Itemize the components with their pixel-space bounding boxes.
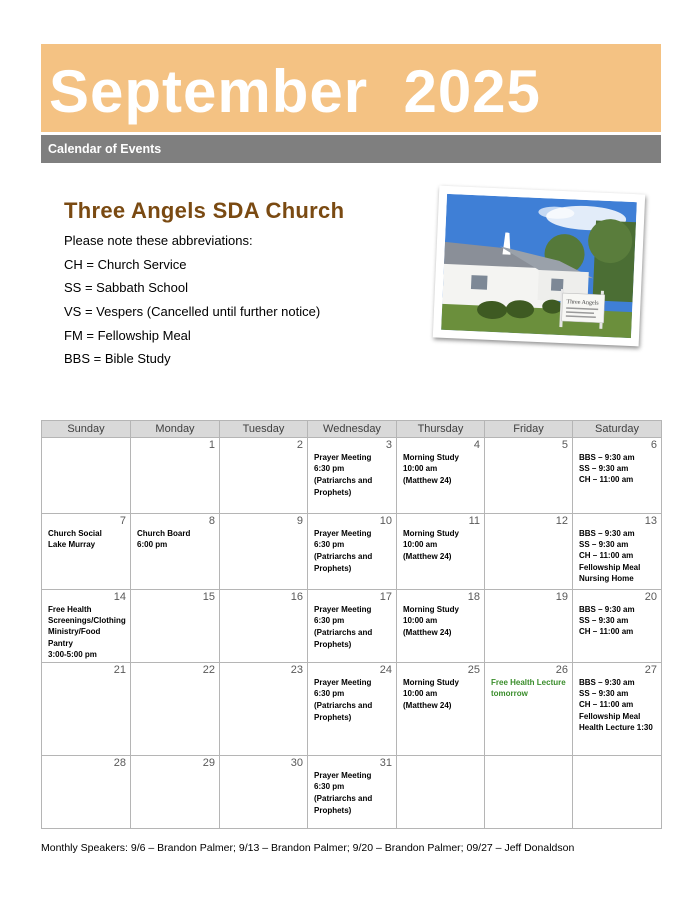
weekday-saturday: Saturday [573, 421, 662, 438]
calendar-day-cell [220, 514, 308, 590]
calendar-day-cell [220, 756, 308, 829]
calendar-day-cell [131, 663, 220, 756]
event-line: 6:30 pm [314, 616, 345, 626]
day-events [314, 452, 393, 498]
calendar-day-cell [220, 663, 308, 756]
month-banner [41, 44, 661, 132]
calendar-day-cell [308, 590, 397, 663]
event-line: 3:00-5:00 pm [48, 649, 97, 659]
event-line: Free Health Lecture [491, 678, 566, 687]
event-line: Morning Study [403, 605, 459, 614]
church-name: Three Angels SDA Church [64, 198, 345, 223]
calendar-day-cell [573, 514, 662, 590]
weekday-friday: Friday [485, 421, 573, 438]
event-line: Morning Study [403, 453, 459, 462]
day-events [314, 604, 393, 650]
event-line: Lake Murray [48, 540, 96, 550]
calendar-day-cell [397, 663, 485, 756]
event-line: BBS – 9:30 am [579, 678, 635, 687]
calendar-day-cell [308, 663, 397, 756]
church-sign-text: Three Angels [566, 299, 599, 307]
event-line: SS – 9:30 am [579, 464, 629, 474]
event-line: BBS – 9:30 am [579, 529, 635, 538]
day-events [314, 677, 393, 723]
day-events [403, 604, 481, 639]
calendar-day-cell [131, 756, 220, 829]
weekday-header-row [42, 421, 662, 438]
day-number: 3 [385, 439, 392, 451]
event-line: (Patriarchs and Prophets) [314, 794, 373, 815]
event-line: 6:30 pm [314, 689, 345, 699]
event-line: Free Health Screenings/Clothing Ministry/Food Pantry [48, 605, 126, 648]
calendar-day-cell [573, 438, 662, 514]
day-number: 27 [644, 664, 657, 676]
monthly-speakers: Monthly Speakers: 9/6 – Brandon Palmer; 9/13 – Brandon Palmer; 9/20 – Brandon Palmer; 09/27 – Jeff Donaldson [41, 842, 575, 854]
church-photo [433, 186, 645, 347]
calendar-day-cell [397, 756, 485, 829]
day-number: 11 [468, 515, 480, 527]
calendar-day-cell [42, 663, 131, 756]
day-number: 29 [202, 757, 215, 769]
day-events [403, 677, 481, 712]
day-events [314, 770, 393, 816]
subtitle: Calendar of Events [48, 142, 162, 156]
day-events [137, 528, 216, 550]
event-line: SS – 9:30 am [579, 540, 629, 550]
calendar-day-cell [485, 756, 573, 829]
day-number: 17 [379, 591, 392, 603]
event-line: tomorrow [491, 689, 528, 699]
day-events [579, 528, 658, 584]
calendar-day-cell [131, 514, 220, 590]
abbreviation-fm: FM = Fellowship Meal [64, 328, 191, 343]
day-number: 14 [113, 591, 126, 603]
calendar-day-cell [573, 663, 662, 756]
day-number: 1 [208, 439, 215, 451]
day-number: 31 [379, 757, 392, 769]
event-line: (Matthew 24) [403, 628, 452, 638]
day-number: 7 [119, 515, 126, 527]
calendar-day-cell [131, 590, 220, 663]
day-events [48, 604, 127, 660]
event-line: (Patriarchs and Prophets) [314, 552, 373, 573]
calendar-day-cell [42, 438, 131, 514]
abbreviation-ss: SS = Sabbath School [64, 280, 188, 295]
event-line: (Patriarchs and Prophets) [314, 628, 373, 649]
event-line: Prayer Meeting [314, 529, 372, 538]
calendar-day-cell [397, 514, 485, 590]
day-number: 12 [555, 515, 568, 527]
abbreviation-bbs: BBS = Bible Study [64, 351, 171, 366]
calendar-week-row [42, 590, 662, 663]
calendar-day-cell [131, 438, 220, 514]
event-line: Prayer Meeting [314, 678, 372, 687]
day-events [403, 528, 481, 563]
weekday-wednesday: Wednesday [308, 421, 397, 438]
day-number: 16 [290, 591, 303, 603]
day-number: 10 [379, 515, 392, 527]
calendar-day-cell [220, 590, 308, 663]
event-line: SS – 9:30 am [579, 689, 629, 699]
event-line: Church Social [48, 529, 102, 538]
event-line: BBS – 9:30 am [579, 605, 635, 614]
calendar-day-cell [42, 590, 131, 663]
event-line: 10:00 am [403, 616, 438, 626]
event-line: 6:30 pm [314, 540, 345, 550]
day-number: 19 [555, 591, 568, 603]
event-line: (Matthew 24) [403, 476, 452, 486]
day-number: 13 [644, 515, 657, 527]
calendar-day-cell [485, 590, 573, 663]
day-number: 18 [467, 591, 480, 603]
weekday-monday: Monday [131, 421, 220, 438]
event-line: Morning Study [403, 529, 459, 538]
day-number: 2 [296, 439, 303, 451]
weekday-sunday: Sunday [42, 421, 131, 438]
calendar-day-cell [42, 514, 131, 590]
event-line: 10:00 am [403, 689, 438, 699]
day-number: 15 [202, 591, 215, 603]
event-line: (Matthew 24) [403, 701, 452, 711]
event-line: Health Lecture 1:30 [579, 722, 653, 732]
event-line: CH – 11:00 am [579, 475, 634, 485]
event-line: Fellowship Meal [579, 711, 641, 721]
day-events [579, 604, 658, 638]
event-line: 10:00 am [403, 464, 438, 474]
event-line: SS – 9:30 am [579, 616, 629, 626]
day-number: 4 [473, 439, 480, 451]
day-number: 28 [113, 757, 126, 769]
calendar-day-cell [220, 438, 308, 514]
day-number: 20 [644, 591, 657, 603]
calendar-day-cell [573, 590, 662, 663]
event-line: Fellowship Meal [579, 562, 641, 572]
abbreviation-vs: VS = Vespers (Cancelled until further notice) [64, 304, 321, 319]
event-line: Nursing Home [579, 573, 634, 583]
event-line: 10:00 am [403, 540, 438, 550]
calendar-day-cell [485, 438, 573, 514]
event-line: (Matthew 24) [403, 552, 452, 562]
event-line: (Patriarchs and Prophets) [314, 701, 373, 722]
day-events [48, 528, 127, 550]
day-number: 25 [467, 664, 480, 676]
day-number: 30 [290, 757, 303, 769]
day-events [314, 528, 393, 574]
day-events [579, 452, 658, 486]
calendar-week-row [42, 663, 662, 756]
event-line: CH – 11:00 am [579, 627, 634, 637]
day-number: 5 [561, 439, 568, 451]
event-line: Church Board [137, 529, 191, 538]
day-number: 8 [208, 515, 215, 527]
event-line: (Patriarchs and Prophets) [314, 476, 373, 497]
calendar-week-row [42, 438, 662, 514]
weekday-tuesday: Tuesday [220, 421, 308, 438]
event-line: 6:00 pm [137, 540, 168, 550]
day-events [403, 452, 481, 487]
weekday-thursday: Thursday [397, 421, 485, 438]
day-number: 21 [113, 664, 126, 676]
day-number: 24 [379, 664, 392, 676]
day-events [579, 677, 658, 733]
calendar-day-cell [397, 438, 485, 514]
day-number: 22 [202, 664, 215, 676]
event-line: CH – 11:00 am [579, 700, 634, 710]
event-line: 6:30 pm [314, 782, 345, 792]
calendar-day-cell [308, 438, 397, 514]
calendar-week-row [42, 756, 662, 829]
event-line: 6:30 pm [314, 464, 345, 474]
event-line: Prayer Meeting [314, 771, 372, 780]
event-line: Prayer Meeting [314, 453, 372, 462]
calendar-grid [41, 420, 662, 829]
calendar-day-cell [308, 514, 397, 590]
day-number: 26 [555, 664, 568, 676]
subtitle-bar [41, 135, 661, 163]
abbreviation-ch: CH = Church Service [64, 257, 187, 272]
abbreviations-note: Please note these abbreviations: [64, 233, 253, 248]
church-photo-image [441, 194, 637, 338]
month-title: September 2025 [49, 58, 541, 125]
day-number: 9 [296, 515, 303, 527]
day-events [491, 677, 569, 699]
calendar-day-cell [308, 756, 397, 829]
day-number: 6 [650, 439, 657, 451]
calendar-day-cell [42, 756, 131, 829]
event-line: Prayer Meeting [314, 605, 372, 614]
day-number: 23 [290, 664, 303, 676]
calendar-day-cell [485, 514, 573, 590]
calendar-day-cell [485, 663, 573, 756]
calendar-day-cell [573, 756, 662, 829]
event-line: Morning Study [403, 678, 459, 687]
event-line: CH – 11:00 am [579, 551, 634, 561]
calendar-day-cell [397, 590, 485, 663]
event-line: BBS – 9:30 am [579, 453, 635, 462]
calendar-week-row [42, 514, 662, 590]
